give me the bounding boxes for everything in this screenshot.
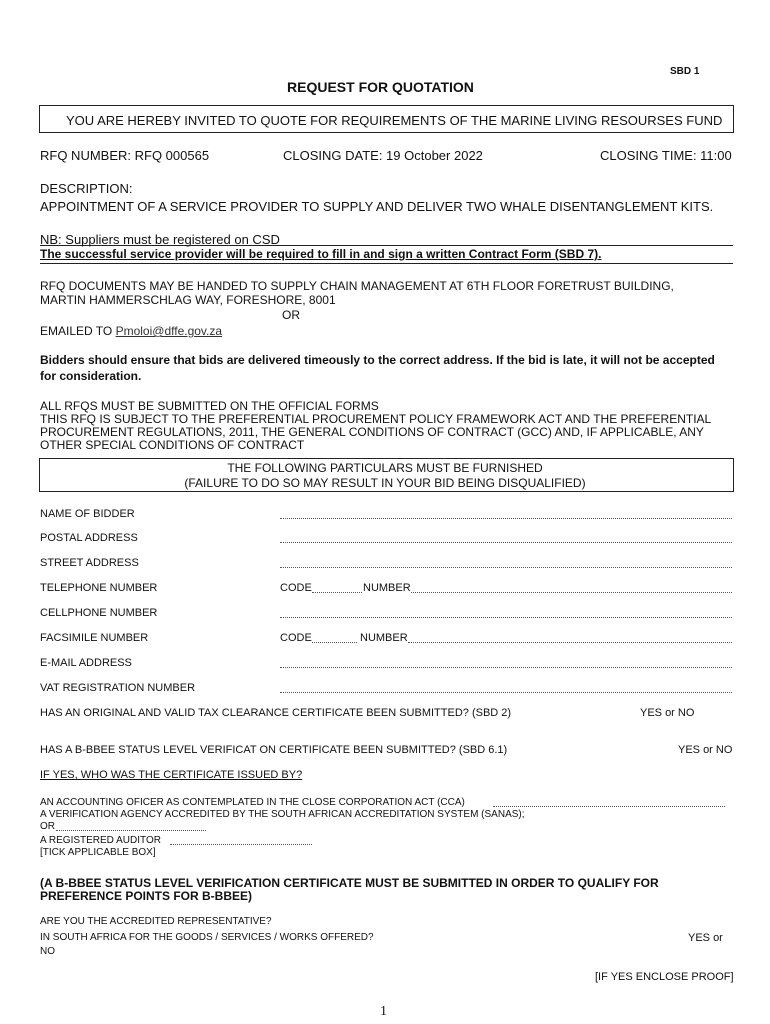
field-label-email: E-MAIL ADDRESS: [40, 657, 132, 669]
bidders-warning-line-1: Bidders should ensure that bids are delivered timeously to the correct address. If the bid is late, it will not be accepted: [40, 353, 715, 367]
email-input-line[interactable]: [280, 667, 732, 668]
issuer-auditor: A REGISTERED AUDITOR: [40, 835, 161, 846]
facsimile-number-label: NUMBER: [360, 632, 408, 644]
auditor-input-line[interactable]: [170, 844, 312, 845]
field-label-vat: VAT REGISTRATION NUMBER: [40, 682, 196, 694]
divider: [40, 263, 733, 264]
official-forms-line-1: ALL RFQS MUST BE SUBMITTED ON THE OFFICIAL FORMS: [40, 399, 379, 413]
description-label: DESCRIPTION:: [40, 181, 133, 196]
representative-line-1: ARE YOU THE ACCREDITED REPRESENTATIVE?: [40, 916, 272, 927]
representative-answer-no[interactable]: NO: [40, 946, 55, 957]
street-input-line[interactable]: [280, 567, 732, 568]
particulars-line-2: (FAILURE TO DO SO MAY RESULT IN YOUR BID BEING DISQUALIFIED): [184, 476, 586, 490]
field-label-facsimile: FACSIMILE NUMBER: [40, 632, 149, 644]
tax-question: HAS AN ORIGINAL AND VALID TAX CLEARANCE CERTIFICATE BEEN SUBMITTED? (SBD 2): [40, 707, 512, 719]
or-input-line[interactable]: [56, 830, 206, 831]
invitation-text: YOU ARE HEREBY INVITED TO QUOTE FOR REQUIREMENTS OF THE MARINE LIVING RESOURSES FUND: [66, 113, 723, 128]
proof-note: [IF YES ENCLOSE PROOF]: [595, 971, 734, 983]
bbbee-notice-line-2: PREFERENCE POINTS FOR B-BBEE): [40, 889, 253, 903]
page-number: 1: [380, 1004, 387, 1019]
field-label-name: NAME OF BIDDER: [40, 508, 135, 520]
official-forms-line-2: THIS RFQ IS SUBJECT TO THE PREFERENTIAL PROCUREMENT POLICY FRAMEWORK ACT AND THE PREFERENTIAL: [40, 412, 712, 426]
nb-note: NB: Suppliers must be registered on CSD: [40, 232, 280, 247]
delivery-line-1: RFQ DOCUMENTS MAY BE HANDED TO SUPPLY CHAIN MANAGEMENT AT 6TH FLOOR FORETRUST BUILDING,: [40, 279, 674, 293]
field-label-street: STREET ADDRESS: [40, 557, 139, 569]
telephone-code-input[interactable]: [312, 592, 362, 593]
issuer-agency: A VERIFICATION AGENCY ACCREDITED BY THE SOUTH AFRICAN ACCREDITATION SYSTEM (SANAS);: [40, 809, 525, 820]
facsimile-code-input[interactable]: [312, 642, 357, 643]
field-label-cellphone: CELLPHONE NUMBER: [40, 607, 158, 619]
issued-by-question: IF YES, WHO WAS THE CERTIFICATE ISSUED BY?: [40, 769, 303, 781]
page-title: REQUEST FOR QUOTATION: [287, 79, 474, 95]
delivery-line-2: MARTIN HAMMERSCHLAG WAY, FORESHORE, 8001: [40, 293, 336, 307]
field-label-postal: POSTAL ADDRESS: [40, 532, 138, 544]
vat-input-line[interactable]: [280, 692, 732, 693]
divider: [40, 245, 733, 246]
form-code: SBD 1: [670, 66, 700, 77]
email-link[interactable]: Pmoloi@dffe.gov.za: [115, 324, 223, 338]
closing-date: CLOSING DATE: 19 October 2022: [283, 148, 483, 163]
issuer-accounting: AN ACCOUNTING OFICER AS CONTEMPLATED IN THE CLOSE CORPORATION ACT (CCA): [40, 797, 465, 808]
tax-answer[interactable]: YES or NO: [640, 707, 695, 719]
description-text: APPOINTMENT OF A SERVICE PROVIDER TO SUPPLY AND DELIVER TWO WHALE DISENTANGLEMENT KITS.: [40, 199, 714, 214]
contract-note: The successful service provider will be required to fill in and sign a written Contract Form (SBD 7).: [40, 247, 602, 261]
bbbee-question: HAS A B-BBEE STATUS LEVEL VERIFICAT ON CERTIFICATE BEEN SUBMITTED? (SBD 6.1): [40, 744, 508, 756]
emailed-line: [40, 324, 222, 338]
accounting-input-line[interactable]: [493, 806, 725, 807]
cellphone-input-line[interactable]: [280, 617, 732, 618]
official-forms-line-4: OTHER SPECIAL CONDITIONS OF CONTRACT: [40, 438, 305, 452]
official-forms-line-3: PROCUREMENT REGULATIONS, 2011, THE GENERAL CONDITIONS OF CONTRACT (GCC) AND, IF APPLICABLE, ANY: [40, 425, 704, 439]
name-input-line[interactable]: [280, 518, 732, 519]
closing-time: CLOSING TIME: 11:00: [600, 148, 732, 163]
representative-answer-yes[interactable]: YES or: [688, 932, 723, 944]
delivery-or: OR: [282, 308, 300, 322]
representative-line-2: IN SOUTH AFRICA FOR THE GOODS / SERVICES / WORKS OFFERED?: [40, 932, 374, 943]
bbbee-notice-line-1: (A B-BBEE STATUS LEVEL VERIFICATION CERTIFICATE MUST BE SUBMITTED IN ORDER TO QUALIFY FOR: [40, 876, 659, 890]
postal-input-line[interactable]: [280, 542, 732, 543]
telephone-number-input[interactable]: [411, 592, 732, 593]
telephone-number-label: NUMBER: [363, 582, 411, 594]
bbbee-answer[interactable]: YES or NO: [678, 744, 733, 756]
issuer-or: OR: [40, 821, 55, 832]
telephone-code-label: CODE: [280, 582, 312, 594]
bidders-warning-line-2: for consideration.: [40, 369, 142, 383]
field-label-telephone: TELEPHONE NUMBER: [40, 582, 158, 594]
facsimile-number-input[interactable]: [408, 642, 732, 643]
rfq-number: RFQ NUMBER: RFQ 000565: [40, 148, 210, 163]
tick-instruction: [TICK APPLICABLE BOX]: [40, 847, 156, 858]
facsimile-code-label: CODE: [280, 632, 312, 644]
emailed-prefix: EMAILED TO: [40, 324, 116, 338]
particulars-line-1: THE FOLLOWING PARTICULARS MUST BE FURNISHED: [227, 461, 543, 475]
